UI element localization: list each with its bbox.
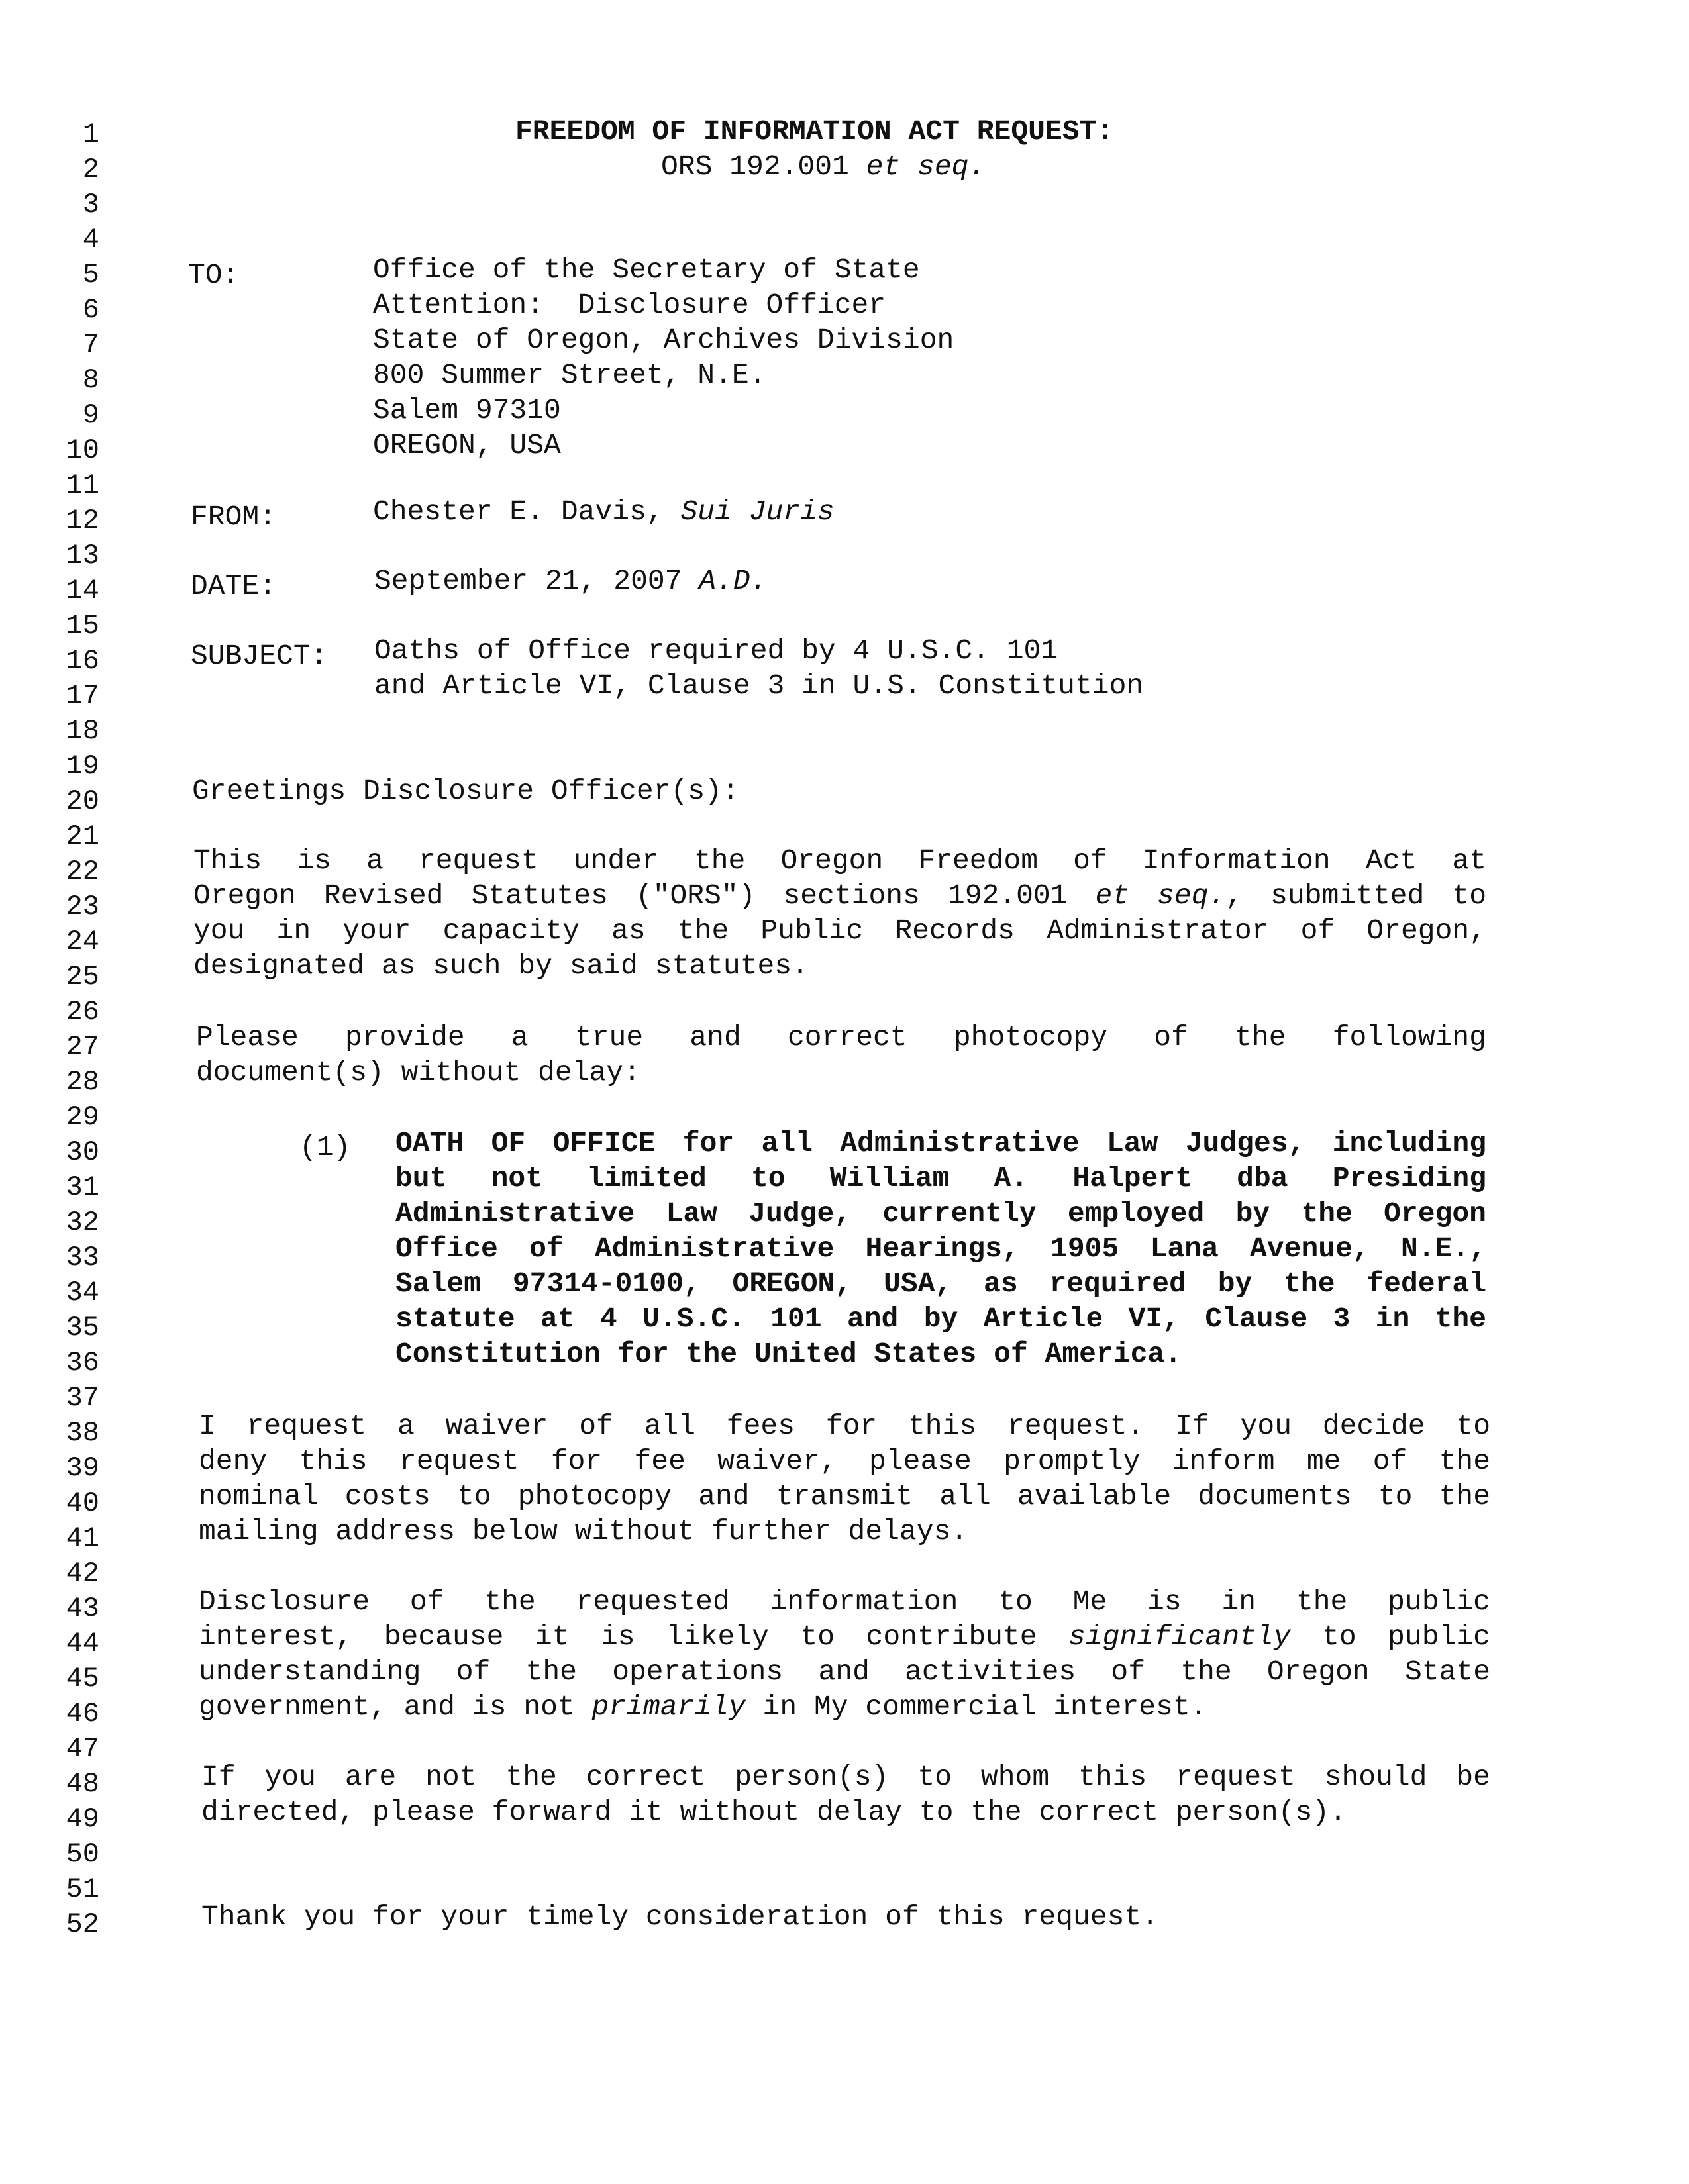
line-number: 39 xyxy=(66,1452,99,1484)
from-label: FROM: xyxy=(191,501,277,533)
para1-text: Oregon Revised Statutes ("ORS") sections 192.001 xyxy=(193,879,1096,912)
subject-line: Oaths of Office required by 4 U.S.C. 101 xyxy=(374,634,1058,667)
line-number: 11 xyxy=(66,470,99,501)
item-line: Office of Administrative Hearings, 1905 Lana Avenue, N.E., xyxy=(395,1232,1486,1265)
line-number: 38 xyxy=(66,1417,99,1449)
item-line: OATH OF OFFICE for all Administrative Law Judges, including xyxy=(395,1127,1486,1160)
line-number: 1 xyxy=(82,119,99,150)
line-number: 7 xyxy=(82,329,99,361)
statute-reference xyxy=(661,149,986,185)
line-number: 3 xyxy=(82,189,99,221)
to-address-line: State of Oregon, Archives Division xyxy=(373,324,954,356)
line-number: 8 xyxy=(82,364,99,396)
line-number: 18 xyxy=(66,715,99,747)
to-address-line: 800 Summer Street, N.E. xyxy=(373,359,766,391)
line-number: 24 xyxy=(66,926,99,958)
paragraph-4-line: Disclosure of the requested information to Me is in the public xyxy=(199,1585,1490,1618)
paragraph-1-line: This is a request under the Oregon Freedom of Information Act at xyxy=(193,844,1486,877)
line-number: 25 xyxy=(66,961,99,993)
para4-text: government, and is not xyxy=(199,1691,592,1723)
subject-line: and Article VI, Clause 3 in U.S. Constitution xyxy=(374,670,1144,702)
line-number: 20 xyxy=(66,785,99,817)
paragraph-3-line: I request a waiver of all fees for this request. If you decide to xyxy=(199,1410,1490,1442)
para4-text: interest, because it is likely to contribute xyxy=(199,1620,1069,1653)
to-address-line: Office of the Secretary of State xyxy=(373,254,920,286)
para4-italic: primarily xyxy=(591,1691,746,1723)
date-value xyxy=(374,564,768,599)
line-number: 9 xyxy=(82,399,99,431)
from-status: Sui Juris xyxy=(680,495,835,528)
statute-number: ORS 192.001 xyxy=(661,150,866,183)
para1-italic: et seq. xyxy=(1095,879,1226,912)
line-number: 16 xyxy=(66,645,99,677)
line-number: 27 xyxy=(66,1031,99,1063)
line-number: 44 xyxy=(66,1628,99,1660)
date-text: September 21, 2007 xyxy=(374,565,699,597)
item-line: Constitution for the United States of America. xyxy=(395,1338,1182,1370)
line-number: 21 xyxy=(66,820,99,852)
line-number: 31 xyxy=(66,1171,99,1203)
line-number: 48 xyxy=(66,1768,99,1800)
paragraph-4-line xyxy=(199,1619,1490,1655)
line-number: 22 xyxy=(66,856,99,887)
paragraph-5-line: directed, please forward it without delay to the correct person(s). xyxy=(201,1796,1347,1828)
para4-italic: significantly xyxy=(1068,1620,1291,1653)
line-number: 47 xyxy=(66,1733,99,1765)
line-number: 32 xyxy=(66,1207,99,1238)
document-title: FREEDOM OF INFORMATION ACT REQUEST: xyxy=(515,115,1114,148)
line-number: 5 xyxy=(82,259,99,291)
line-number: 23 xyxy=(66,891,99,922)
line-number: 10 xyxy=(66,434,99,466)
paragraph-1-line xyxy=(193,878,1486,914)
date-era: A.D. xyxy=(699,565,768,597)
item-line: Salem 97314-0100, OREGON, USA, as required by the federal xyxy=(395,1267,1486,1300)
line-number: 6 xyxy=(82,294,99,326)
line-number: 12 xyxy=(66,505,99,536)
line-number: 13 xyxy=(66,540,99,571)
para4-text: in My commercial interest. xyxy=(745,1691,1207,1723)
line-number: 4 xyxy=(82,224,99,256)
line-number: 26 xyxy=(66,996,99,1028)
from-name: Chester E. Davis, xyxy=(373,495,681,528)
paragraph-3-line: mailing address below without further delays. xyxy=(199,1515,968,1548)
line-number: 33 xyxy=(66,1242,99,1273)
para4-text: to public xyxy=(1290,1620,1490,1653)
line-number: 28 xyxy=(66,1066,99,1098)
line-number: 36 xyxy=(66,1347,99,1379)
paragraph-2-line: Please provide a true and correct photocopy of the following xyxy=(196,1021,1486,1054)
line-number: 51 xyxy=(66,1873,99,1905)
line-number: 17 xyxy=(66,680,99,712)
item-line: Administrative Law Judge, currently employed by the Oregon xyxy=(395,1197,1486,1230)
paragraph-5-line: If you are not the correct person(s) to whom this request should be xyxy=(201,1761,1490,1793)
closing-line: Thank you for your timely consideration of this request. xyxy=(201,1901,1159,1933)
to-address-line: Attention: Disclosure Officer xyxy=(373,289,886,321)
line-number: 30 xyxy=(66,1136,99,1168)
statute-et-seq: et seq. xyxy=(866,150,986,183)
date-label: DATE: xyxy=(191,570,277,603)
line-number: 34 xyxy=(66,1277,99,1309)
paragraph-4-line: understanding of the operations and activities of the Oregon State xyxy=(199,1656,1490,1688)
line-number: 49 xyxy=(66,1803,99,1835)
to-label: TO: xyxy=(188,259,240,291)
line-number: 50 xyxy=(66,1838,99,1870)
line-number: 29 xyxy=(66,1101,99,1133)
line-number: 52 xyxy=(66,1909,99,1940)
line-number: 40 xyxy=(66,1487,99,1519)
line-number: 45 xyxy=(66,1663,99,1695)
paragraph-1-line: designated as such by said statutes. xyxy=(193,950,809,982)
paragraph-3-line: deny this request for fee waiver, please promptly inform me of the xyxy=(199,1445,1490,1477)
to-address-line: OREGON, USA xyxy=(373,429,561,462)
line-number: 35 xyxy=(66,1312,99,1344)
line-number: 14 xyxy=(66,575,99,607)
item-number: (1) xyxy=(299,1131,351,1164)
line-number: 15 xyxy=(66,610,99,642)
line-number: 46 xyxy=(66,1698,99,1730)
line-number: 37 xyxy=(66,1382,99,1414)
line-number: 41 xyxy=(66,1522,99,1554)
item-line: but not limited to William A. Halpert dba Presiding xyxy=(395,1162,1486,1195)
line-number: 43 xyxy=(66,1593,99,1624)
greeting: Greetings Disclosure Officer(s): xyxy=(192,775,739,807)
to-address-line: Salem 97310 xyxy=(373,394,561,426)
paragraph-2-line: document(s) without delay: xyxy=(196,1056,640,1089)
paragraph-1-line: you in your capacity as the Public Records Administrator of Oregon, xyxy=(193,915,1486,947)
from-value xyxy=(373,494,835,530)
para1-text: , submitted to xyxy=(1225,879,1486,912)
line-number: 2 xyxy=(82,154,99,185)
subject-label: SUBJECT: xyxy=(191,640,328,672)
paragraph-3-line: nominal costs to photocopy and transmit all available documents to the xyxy=(199,1480,1490,1513)
line-number: 19 xyxy=(66,750,99,782)
line-number: 42 xyxy=(66,1558,99,1589)
item-line: statute at 4 U.S.C. 101 and by Article VI, Clause 3 in the xyxy=(395,1303,1486,1335)
paragraph-4-line xyxy=(199,1689,1207,1725)
